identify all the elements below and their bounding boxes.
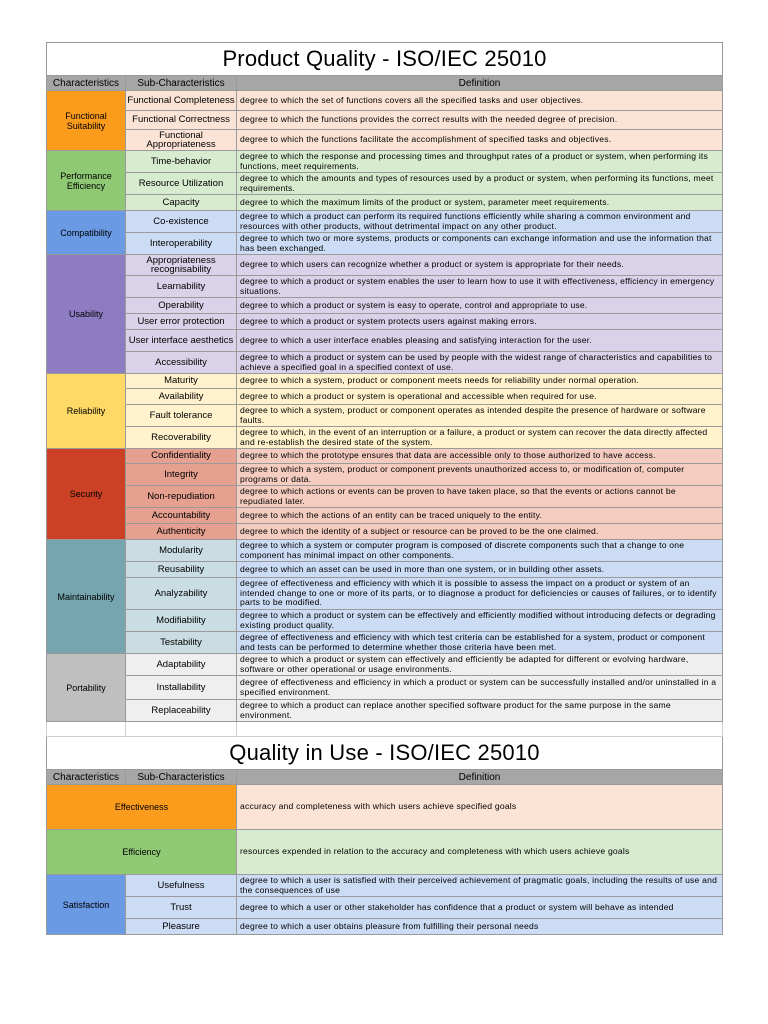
product-quality-title-row: [47, 43, 723, 76]
definition: degree to which the maximum limits of the product or system, parameter meet requirements.: [237, 195, 723, 211]
definition: degree to which the functions provides the correct results with the needed degree of precision.: [237, 111, 723, 130]
spacer-cell: [47, 722, 126, 737]
sub-characteristic: Resource Utilization: [126, 173, 237, 195]
table-row: [47, 427, 723, 449]
characteristic-portability: Portability: [47, 654, 126, 722]
definition: degree to which a system, product or component prevents unauthorized access to, or modification of, computer programs or data.: [237, 464, 723, 486]
header-definition: Definition: [237, 770, 723, 785]
sub-characteristic: Authenticity: [126, 524, 237, 540]
definition: degree to which the response and processing times and throughput rates of a product or system, when performing its functions, meet requirements.: [237, 151, 723, 173]
definition: degree to which users can recognize whether a product or system is appropriate for their needs.: [237, 255, 723, 276]
quality-in-use-header-row: [47, 770, 723, 785]
sub-characteristic: Appropriateness recognisability: [126, 255, 237, 276]
sub-characteristic: Time-behavior: [126, 151, 237, 173]
definition: degree to which a product or system protects users against making errors.: [237, 314, 723, 330]
definition: degree to which the prototype ensures that data are accessible only to those authorized to have access.: [237, 449, 723, 464]
header-characteristics: Characteristics: [47, 76, 126, 91]
definition: degree to which actions or events can be proven to have taken place, so that the events or actions cannot be repudiated later.: [237, 486, 723, 508]
characteristic-functional-suitability: Functional Suitability: [47, 91, 126, 151]
sub-characteristic: Learnability: [126, 276, 237, 298]
quality-in-use-title: Quality in Use - ISO/IEC 25010: [47, 737, 723, 770]
table-row: [47, 785, 723, 830]
sub-characteristic: User interface aesthetics: [126, 330, 237, 352]
table-row: [47, 130, 723, 151]
sub-characteristic: Installability: [126, 676, 237, 700]
table-row: [47, 352, 723, 374]
definition: degree to which a system or computer program is composed of discrete components such that a change to one component has minimal impact on other components.: [237, 540, 723, 562]
header-characteristics: Characteristics: [47, 770, 126, 785]
sub-characteristic: Fault tolerance: [126, 405, 237, 427]
table-row: [47, 233, 723, 255]
sub-characteristic: Accountability: [126, 508, 237, 524]
table-row: [47, 508, 723, 524]
characteristic-performance-efficiency: Performance Efficiency: [47, 151, 126, 211]
table-row: [47, 540, 723, 562]
header-sub-characteristics: Sub-Characteristics: [126, 770, 237, 785]
characteristic-security: Security: [47, 449, 126, 540]
characteristic-compatibility: Compatibility: [47, 211, 126, 255]
definition: degree to which, in the event of an interruption or a failure, a product or system can recover the data directly affected and re-establish the desired state of the system.: [237, 427, 723, 449]
table-row: [47, 255, 723, 276]
table-row: [47, 464, 723, 486]
table-row: [47, 578, 723, 610]
sub-characteristic: Operability: [126, 298, 237, 314]
sub-characteristic: Co-existence: [126, 211, 237, 233]
definition: degree of effectiveness and efficiency with which it is possible to assess the impact on a product or system of an intended change to one or more of its parts, or to diagnose a product for deficiencies or causes of failures, or to identify parts to be modified.: [237, 578, 723, 610]
characteristic-effectiveness: Effectiveness: [47, 785, 237, 830]
definition: degree to which a product or system is operational and accessible when required for use.: [237, 389, 723, 405]
sub-characteristic: Usefulness: [126, 875, 237, 897]
definition: degree to which a user or other stakeholder has confidence that a product or system will behave as intended: [237, 897, 723, 919]
table-row: [47, 632, 723, 654]
quality-table: [46, 42, 723, 935]
characteristic-maintainability: Maintainability: [47, 540, 126, 654]
sub-characteristic: Confidentiality: [126, 449, 237, 464]
table-row: [47, 610, 723, 632]
definition: degree to which a product can replace another specified software product for the same purpose in the same environment.: [237, 700, 723, 722]
header-sub-characteristics: Sub-Characteristics: [126, 76, 237, 91]
table-row: [47, 897, 723, 919]
characteristic-efficiency: Efficiency: [47, 830, 237, 875]
definition: degree to which a product or system can effectively and efficiently be adapted for different or evolving hardware, software or other operational or usage environments.: [237, 654, 723, 676]
sub-characteristic: User error protection: [126, 314, 237, 330]
definition: degree to which the functions facilitate the accomplishment of specified tasks and objectives.: [237, 130, 723, 151]
spacer-cell: [237, 722, 723, 737]
definition: degree to which a product or system enables the user to learn how to use it with effectiveness, efficiency in emergency situations.: [237, 276, 723, 298]
characteristic-reliability: Reliability: [47, 374, 126, 449]
table-row: [47, 389, 723, 405]
table-row: [47, 314, 723, 330]
table-row: [47, 195, 723, 211]
definition: degree to which the set of functions covers all the specified tasks and user objectives.: [237, 91, 723, 111]
table-row: [47, 875, 723, 897]
table-row: [47, 405, 723, 427]
table-row: [47, 486, 723, 508]
definition: degree to which an asset can be used in more than one system, or in building other assets.: [237, 562, 723, 578]
definition: degree to which a user obtains pleasure from fulfilling their personal needs: [237, 919, 723, 935]
sub-characteristic: Reusability: [126, 562, 237, 578]
definition: degree to which a system, product or component meets needs for reliability under normal operation.: [237, 374, 723, 389]
sub-characteristic: Functional Completeness: [126, 91, 237, 111]
sub-characteristic: Accessibility: [126, 352, 237, 374]
table-row: [47, 700, 723, 722]
sub-characteristic: Recoverability: [126, 427, 237, 449]
definition: degree of effectiveness and efficiency in which a product or system can be successfully installed and/or uninstalled in a specified environment.: [237, 676, 723, 700]
table-row: [47, 919, 723, 935]
characteristic-satisfaction: Satisfaction: [47, 875, 126, 935]
spacer-cell: [126, 722, 237, 737]
spacer-row: [47, 722, 723, 737]
definition: degree to which a user interface enables pleasing and satisfying interaction for the user.: [237, 330, 723, 352]
definition: degree to which a product or system is easy to operate, control and appropriate to use.: [237, 298, 723, 314]
definition: accuracy and completeness with which users achieve specified goals: [237, 785, 723, 830]
sub-characteristic: Trust: [126, 897, 237, 919]
sub-characteristic: Availability: [126, 389, 237, 405]
sub-characteristic: Modifiability: [126, 610, 237, 632]
table-row: [47, 449, 723, 464]
definition: degree to which a product or system can be used by people with the widest range of characteristics and capabilities to achieve a specified goal in a specified context of use.: [237, 352, 723, 374]
table-row: [47, 374, 723, 389]
quality-sheet: [46, 42, 722, 935]
definition: degree to which a product can perform its required functions efficiently while sharing a common environment and resources with other products, without detrimental impact on any other product.: [237, 211, 723, 233]
table-row: [47, 524, 723, 540]
sub-characteristic: Analyzability: [126, 578, 237, 610]
table-row: [47, 276, 723, 298]
table-row: [47, 830, 723, 875]
table-row: [47, 211, 723, 233]
table-row: [47, 151, 723, 173]
definition: degree of effectiveness and efficiency with which test criteria can be established for a system, product or component and tests can be performed to determine whether those criteria have been met.: [237, 632, 723, 654]
sub-characteristic: Adaptability: [126, 654, 237, 676]
definition: degree to which the actions of an entity can be traced uniquely to the entity.: [237, 508, 723, 524]
sub-characteristic: Testability: [126, 632, 237, 654]
characteristic-usability: Usability: [47, 255, 126, 374]
product-quality-title: Product Quality - ISO/IEC 25010: [47, 43, 723, 76]
quality-in-use-title-row: [47, 737, 723, 770]
table-row: [47, 676, 723, 700]
definition: degree to which the identity of a subject or resource can be proved to be the one claimed.: [237, 524, 723, 540]
table-row: [47, 298, 723, 314]
sub-characteristic: Modularity: [126, 540, 237, 562]
table-row: [47, 330, 723, 352]
definition: degree to which two or more systems, products or components can exchange information and use the information that has been exchanged.: [237, 233, 723, 255]
sub-characteristic: Maturity: [126, 374, 237, 389]
product-quality-header-row: [47, 76, 723, 91]
sub-characteristic: Pleasure: [126, 919, 237, 935]
table-row: [47, 562, 723, 578]
sub-characteristic: Functional Appropriateness: [126, 130, 237, 151]
header-definition: Definition: [237, 76, 723, 91]
table-row: [47, 654, 723, 676]
sub-characteristic: Interoperability: [126, 233, 237, 255]
definition: degree to which a product or system can be effectively and efficiently modified without introducing defects or degrading existing product quality.: [237, 610, 723, 632]
table-row: [47, 111, 723, 130]
sub-characteristic: Integrity: [126, 464, 237, 486]
table-row: [47, 173, 723, 195]
definition: degree to which the amounts and types of resources used by a product or system, when performing its functions, meet requirements.: [237, 173, 723, 195]
definition: resources expended in relation to the accuracy and completeness with which users achieve goals: [237, 830, 723, 875]
definition: degree to which a system, product or component operates as intended despite the presence of hardware or software faults.: [237, 405, 723, 427]
definition: degree to which a user is satisfied with their perceived achievement of pragmatic goals, including the results of use and the consequences of use: [237, 875, 723, 897]
sub-characteristic: Capacity: [126, 195, 237, 211]
sub-characteristic: Replaceability: [126, 700, 237, 722]
sub-characteristic: Non-repudiation: [126, 486, 237, 508]
table-row: [47, 91, 723, 111]
sub-characteristic: Functional Correctness: [126, 111, 237, 130]
